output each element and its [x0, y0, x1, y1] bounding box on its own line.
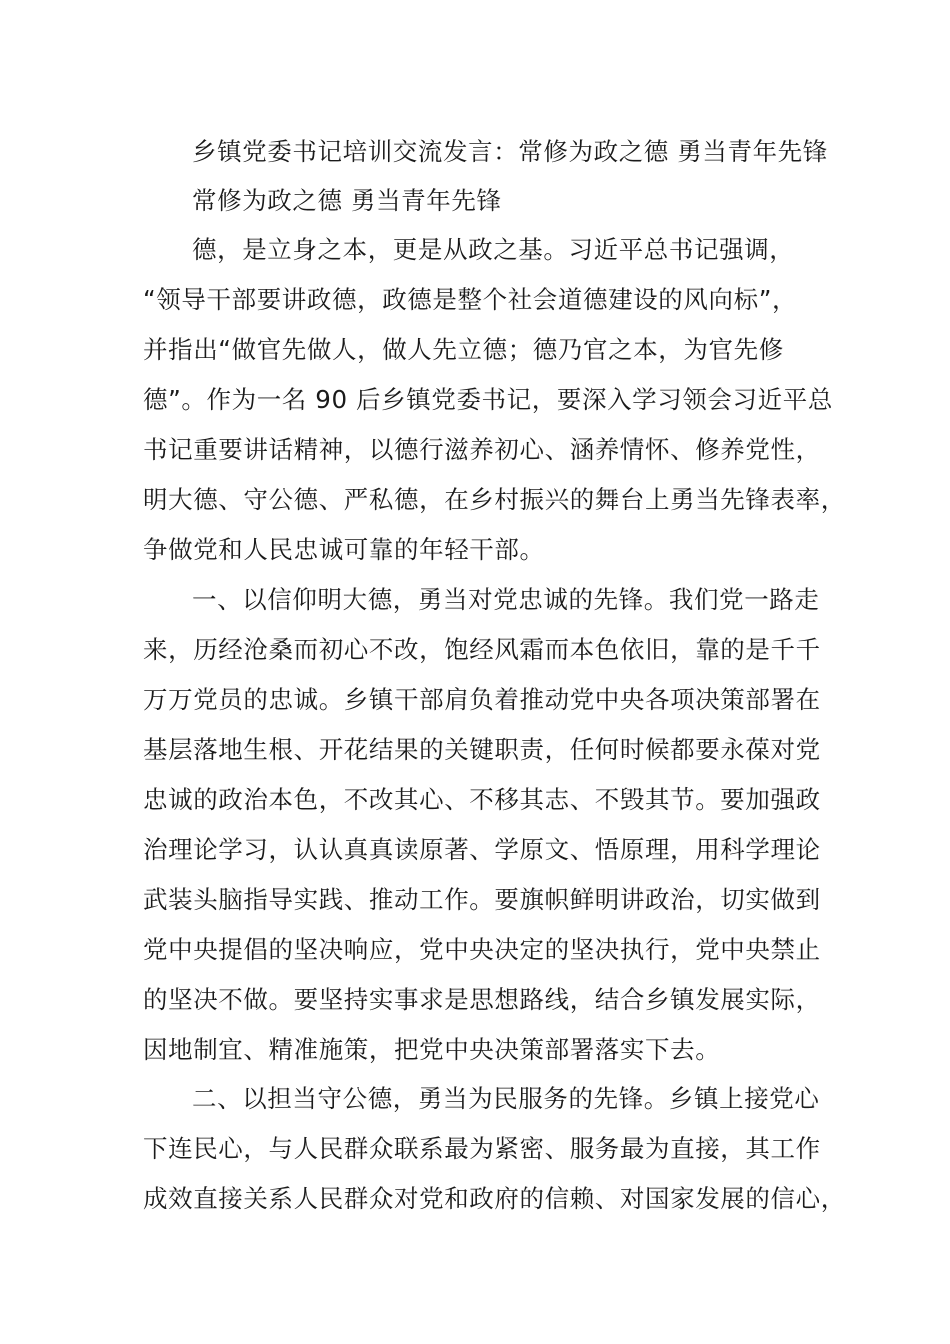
paragraph-line: 武装头脑指导实践、推动工作。要旗帜鲜明讲政治，切实做到: [143, 885, 821, 914]
paragraph-line: 忠诚的政治本色，不改其心、不移其志、不毁其节。要加强政: [143, 785, 821, 814]
paragraph-line: 因地制宜、精准施策，把党中央决策部署落实下去。: [143, 1035, 721, 1064]
paragraph-line: “领导干部要讲政德，政德是整个社会道德建设的风向标”，: [143, 285, 798, 314]
document-subtitle: 常修为政之德 勇当青年先锋: [192, 186, 502, 215]
paragraph-line: 来，历经沧桑而初心不改，饱经风霜而本色依旧，靠的是千千: [143, 635, 821, 664]
paragraph-line: 的坚决不做。要坚持实事求是思想路线，结合乡镇发展实际，: [143, 985, 821, 1014]
section-heading-line: 一、以信仰明大德，勇当对党忠诚的先锋。我们党一路走: [192, 585, 820, 614]
paragraph-line: 下连民心，与人民群众联系最为紧密、服务最为直接，其工作: [143, 1134, 821, 1163]
section-heading-line: 二、以担当守公德，勇当为民服务的先锋。乡镇上接党心: [192, 1084, 820, 1113]
paragraph-line: 成效直接关系人民群众对党和政府的信赖、对国家发展的信心，: [143, 1184, 846, 1213]
document-title: 乡镇党委书记培训交流发言：常修为政之德 勇当青年先锋: [192, 137, 828, 166]
paragraph-line: 治理论学习，认认真真读原著、学原文、悟原理，用科学理论: [143, 835, 821, 864]
paragraph-line: 德”。作为一名 90 后乡镇党委书记，要深入学习领会习近平总: [143, 385, 833, 414]
paragraph-line: 万万党员的忠诚。乡镇干部肩负着推动党中央各项决策部署在: [143, 685, 821, 714]
paragraph-line: 争做党和人民忠诚可靠的年轻干部。: [143, 535, 545, 564]
paragraph-line: 党中央提倡的坚决响应，党中央决定的坚决执行，党中央禁止: [143, 935, 821, 964]
paragraph-line: 并指出“做官先做人，做人先立德；德乃官之本，为官先修: [143, 335, 784, 364]
paragraph-line: 基层落地生根、开花结果的关键职责，任何时候都要永葆对党: [143, 735, 821, 764]
paragraph-line: 明大德、守公德、严私德，在乡村振兴的舞台上勇当先锋表率，: [143, 485, 846, 514]
paragraph-line: 德，是立身之本，更是从政之基。习近平总书记强调，: [192, 235, 795, 264]
paragraph-line: 书记重要讲话精神，以德行滋养初心、涵养情怀、修养党性，: [143, 435, 821, 464]
